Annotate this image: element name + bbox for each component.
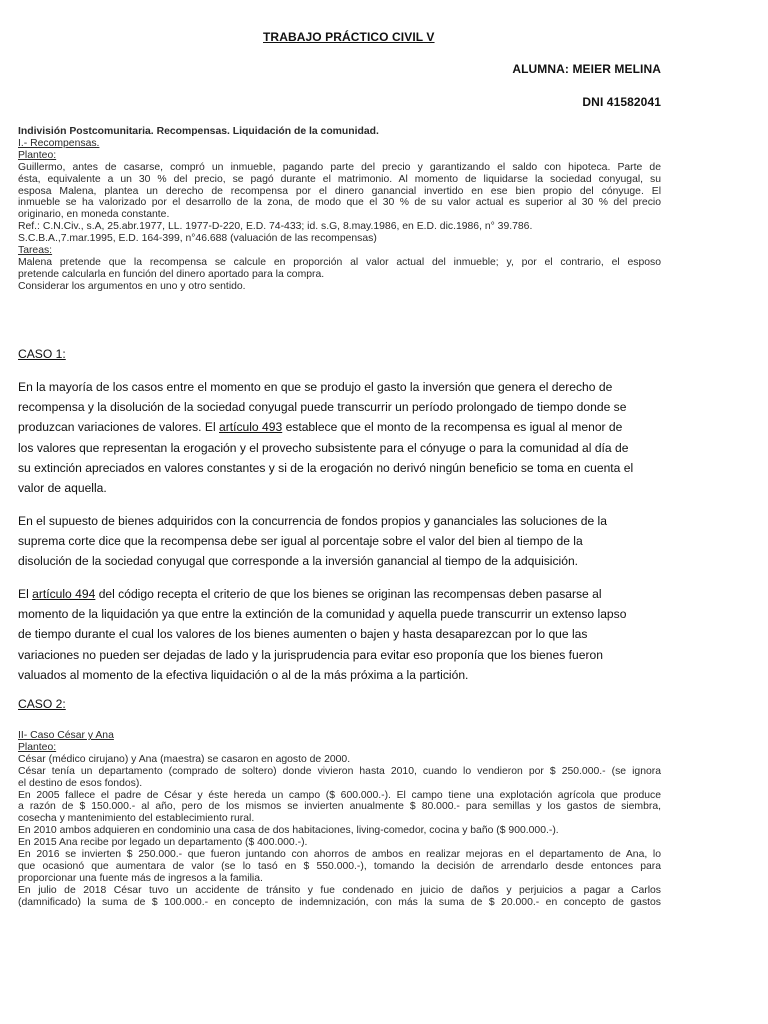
paragraph-line: En la mayoría de los casos entre el momento en que se produjo el gasto la inversión que genera el derecho de [18, 380, 613, 394]
paragraph-line: su extinción apreciados en valores constantes y si de la erogación no derivó ningún beneficio se toma en cuenta el [18, 460, 634, 475]
tareas-line: Malena pretende que la recompensa se calcule en proporción al valor actual del inmueble; y, por el contrario, el esposo [18, 256, 661, 268]
paragraph-line: En el supuesto de bienes adquiridos con la concurrencia de fondos propios y gananciales las soluciones de la [18, 514, 607, 528]
article-493-link[interactable]: artículo 493 [219, 420, 283, 435]
paragraph-line [18, 584, 658, 604]
paragraph-line: valuados al momento de la efectiva liquidación o al de la más próxima a la partición. [18, 667, 469, 682]
planteo-line: ésta, equivalente a un 30 % del precio, se pagó durante el matrimonio. Al momento de liquidarse la sociedad conyugal, su [18, 173, 661, 185]
planteo-label: Planteo: [18, 741, 57, 753]
reference-line: S.C.B.A.,7.mar.1995, E.D. 164-399, n°46.688 (valuación de las recompensas) [18, 233, 377, 245]
section-title: II- Caso César y Ana [18, 730, 114, 741]
planteo-line: En julio de 2018 César tuvo un accidente de tránsito y fue condenado en juicio de daños y perjuicios a pagar a Carlos [18, 884, 661, 896]
planteo-label: Planteo: [18, 149, 57, 161]
paragraph-line: suprema corte dice que la recompensa debe ser igual al porcentaje sobre el valor del bien al tiempo de la [18, 534, 583, 549]
planteo-line: Guillermo, antes de casarse, compró un inmueble, pagando parte del precio y garantizando el saldo con hipoteca. Parte de [18, 161, 661, 173]
article-494-link[interactable]: artículo 494 [32, 587, 96, 601]
reference-line: Ref.: C.N.Civ., s.A, 25.abr.1977, LL. 1977-D-220, E.D. 74-433; id. s.G, 8.may.1986, en E.D. dic.1986, n° 39.786. [18, 221, 533, 233]
planteo-line: originario, en moneda constante. [18, 209, 170, 221]
planteo-line: En 2005 fallece el padre de César y éste hereda un campo ($ 600.000.-). El campo tiene una explotación agrícola que produce [18, 789, 661, 801]
statement-heading: Indivisión Postcomunitaria. Recompensas. Liquidación de la comunidad. [18, 126, 379, 137]
planteo-line: proporcionar una fuente más de ingresos a la familia. [18, 872, 263, 884]
planteo-line: a razón de $ 150.000.- al año, pero de los mismos se invierten anualmente $ 80.000.- para semillas y los gastos de siembra, [18, 801, 661, 813]
caso1-paragraph-3 [18, 584, 658, 685]
planteo-line: En 2016 se invierten $ 250.000.- que fueron juntando con ahorros de ambos en realizar mejoras en el departamento de Ana, lo [18, 849, 661, 861]
text-span: El [18, 587, 33, 601]
planteo-line: En 2010 ambos adquieren en condominio una casa de dos habitaciones, living-comedor, cocina y baño ($ 900.000.-). [18, 825, 559, 837]
tareas-line: pretende calcularla en función del dinero aportado para la compra. [18, 268, 325, 280]
paragraph-line [18, 417, 658, 437]
case1-statement [18, 126, 661, 293]
paragraph-line: momento de la liquidación ya que entre la extinción de la comunidad y aquella puede transcurrir un extenso lapso [18, 607, 627, 622]
case2-statement [18, 730, 661, 909]
planteo-line: En 2015 Ana recibe por legado un departamento ($ 400.000.-). [18, 837, 308, 849]
planteo-line: inmueble se ha valorizado por el desarrollo de la zona, de modo que el 30 % de su valor actual es superior al 30 % del precio [18, 197, 661, 209]
planteo-line: esposa Malena, plantea un derecho de recompensa por el dinero ganancial invertido en ese bien propio del cónyuge. El [18, 185, 661, 197]
tareas-line: Considerar los argumentos en uno y otro sentido. [18, 280, 246, 292]
paragraph-line: recompensa y la disolución de la sociedad conyugal puede transcurrir un período prolongado de tiempo donde se [18, 400, 627, 415]
tareas-label: Tareas: [18, 245, 53, 257]
document-title: TRABAJO PRÁCTICO CIVIL V [263, 30, 435, 44]
planteo-line: el destino de esos fondos). [18, 777, 143, 789]
paragraph-line: los valores que representan la erogación y el provecho subsistente para el cónyuge o para la comunidad al día de [18, 440, 629, 455]
planteo-line: César (médico cirujano) y Ana (maestra) se casaron en agosto de 2000. [18, 753, 351, 765]
caso2-heading: CASO 2: [18, 697, 66, 711]
text-span: del código recepta el criterio de que los bienes se originan las recompensas deben pasarse al [95, 587, 602, 601]
text-span: produzcan variaciones de valores. El [18, 420, 219, 435]
student-name: ALUMNA: MEIER MELINA [512, 62, 661, 76]
planteo-line: cosecha y mantenimiento del establecimiento rural. [18, 813, 255, 825]
text-span: establece que el monto de la recompensa es igual al menor de [282, 420, 623, 435]
paragraph-line: valor de aquella. [18, 480, 107, 495]
caso1-paragraph-2 [18, 511, 658, 572]
planteo-line: (damnificado) la suma de $ 100.000.- en concepto de indemnización, con más la suma de $ 20.000.- en concepto de gastos [18, 896, 661, 908]
planteo-line: que ocasionó que aumentara de valor (se lo tasó en $ 550.000.-), tomando la decisión de arrendarlo desde entonces para [18, 860, 661, 872]
section-title: I.- Recompensas. [18, 137, 100, 149]
caso1-paragraph-1 [18, 377, 658, 498]
caso1-heading: CASO 1: [18, 347, 66, 361]
planteo-line: César tenía un departamento (comprado de soltero) donde vivieron hasta 2010, cuando lo vendieron por $ 250.000.- (se ignora [18, 765, 661, 777]
student-dni: DNI 41582041 [582, 95, 661, 109]
paragraph-line: de tiempo durante el cual los valores de los bienes aumenten o bajen y hasta desaparezcan por lo que las [18, 627, 588, 642]
paragraph-line: variaciones no pueden ser dejadas de lado y la jurisprudencia para evitar eso proponía que los bienes fueron [18, 647, 603, 662]
paragraph-line: disolución de la sociedad conyugal que corresponde a la inversión ganancial al tiempo de la adquisición. [18, 554, 579, 569]
